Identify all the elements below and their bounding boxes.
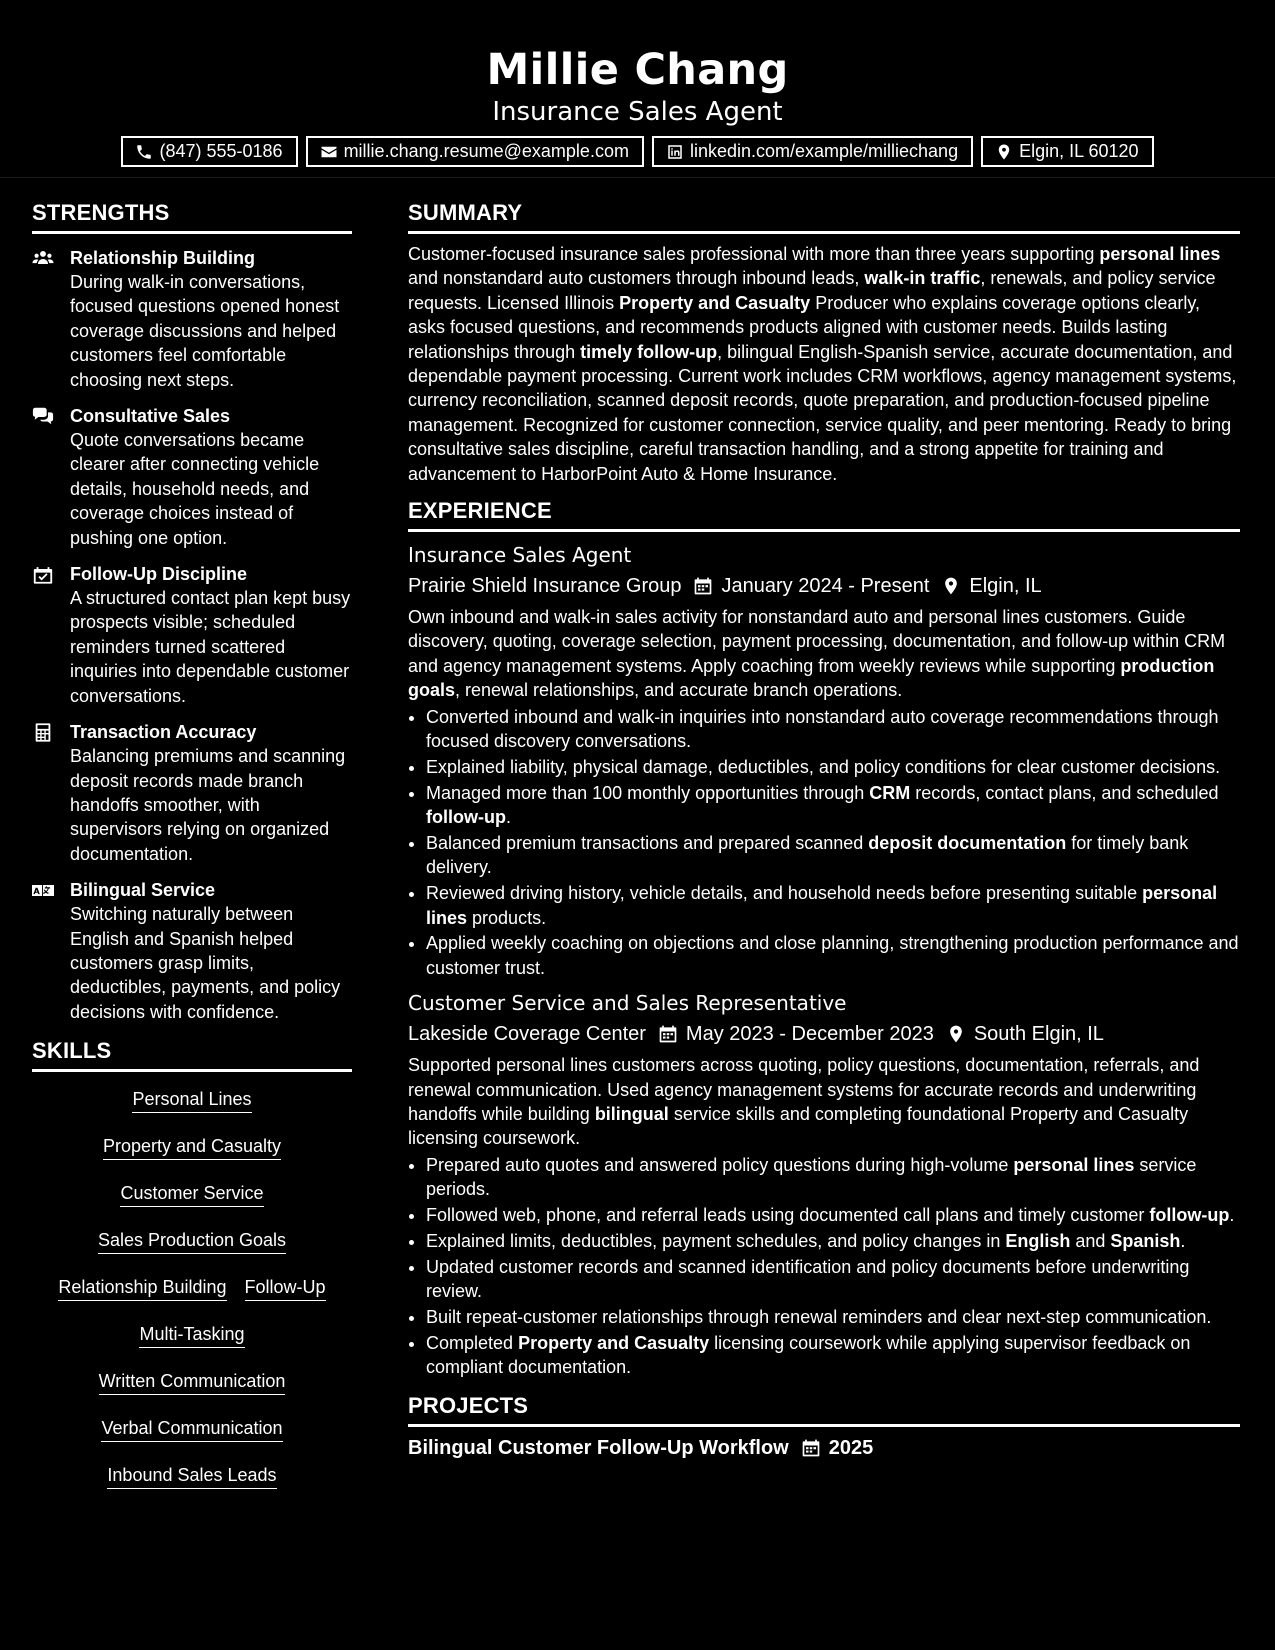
job-entry [408,989,1240,1379]
calendar-icon [801,1438,821,1458]
contact-bar [0,136,1275,167]
bullet-item: • Reviewed driving history, vehicle details, and household needs before presenting suitable personal lines products. [426,881,1240,930]
summary-heading: SUMMARY [408,198,1240,234]
map-pin-icon [995,143,1013,161]
strength-item [32,246,352,392]
bullet-item: • Completed Property and Casualty licensing coursework while applying supervisor feedback on compliant documentation. [426,1331,1240,1380]
project-title: Bilingual Customer Follow-Up Workflow [408,1437,789,1460]
phone-icon [135,143,153,161]
linkedin-icon [666,143,684,161]
strength-item [32,562,352,708]
strength-title: Consultative Sales [70,406,231,427]
job-bullets [408,705,1240,980]
map-pin-icon [946,1024,966,1044]
strength-title: Transaction Accuracy [70,722,257,743]
contact-location[interactable] [981,136,1153,167]
strength-item [32,878,352,1024]
skill-tag: Multi-Tasking [139,1322,244,1348]
skill-tag: Sales Production Goals [98,1228,286,1254]
envelope-icon [320,143,338,161]
strength-text: A structured contact plan kept busy prospects visible; scheduled reminders turned scattered inquiries into dependable customer conversations. [70,588,351,706]
job-description: Supported personal lines customers across quoting, policy questions, documentation, referrals, and renewal communication. Used agency management systems for accurate records and underwriting handoffs while building bilingual service skills and completing foundational Property and Casualty licensing coursework. [408,1055,1200,1149]
strengths-heading: STRENGTHS [32,198,352,234]
resume-header [0,0,1275,178]
experience-heading: EXPERIENCE [408,496,1240,532]
strength-item [32,720,352,866]
bullet-item: • Converted inbound and walk-in inquiries into nonstandard auto coverage recommendations through focused discovery conversations. [426,705,1240,754]
job-company: Prairie Shield Insurance Group [408,575,682,598]
users-icon [32,249,54,268]
bullet-item: • Explained limits, deductibles, payment schedules, and policy changes in English and Spanish. [426,1229,1240,1253]
strength-text: Quote conversations became clearer after connecting vehicle details, household needs, and coverage choices instead of pushing one option. [70,430,320,548]
skill-tag: Property and Casualty [103,1134,281,1160]
contact-email[interactable] [306,136,644,167]
bullet-item: • Followed web, phone, and referral leads using documented call plans and timely customer follow-up. [426,1203,1240,1227]
skills-list [32,1082,352,1505]
bullet-item: • Prepared auto quotes and answered policy questions during high-volume personal lines service periods. [426,1153,1240,1202]
job-meta [408,571,1240,601]
contact-email-text: millie.chang.resume@example.com [343,141,629,161]
projects-heading: PROJECTS [408,1391,1240,1427]
strength-item [32,404,352,550]
skill-tag: Personal Lines [132,1087,251,1113]
strengths-list [32,246,352,1024]
skill-tag: Written Communication [99,1369,286,1395]
candidate-name: Millie Chang [486,45,789,95]
skill-tag: Follow-Up [245,1275,326,1301]
job-entry [408,541,1240,980]
bullet-item: • Balanced premium transactions and prepared scanned deposit documentation for timely bank delivery. [426,831,1240,880]
job-meta [408,1019,1240,1049]
strength-text: During walk-in conversations, focused questions opened honest coverage discussions and helped customers feel comfortable choosing next steps. [70,272,340,390]
calculator-icon [32,723,54,742]
job-location: Elgin, IL [969,575,1042,598]
bullet-item: • Applied weekly coaching on objections and close planning, strengthening production performance and customer trust. [426,931,1240,980]
contact-linkedin[interactable] [652,136,973,167]
job-description: Own inbound and walk-in sales activity for nonstandard auto and personal lines customers. Guide discovery, quoting, coverage selection, payment processing, documentation, and follow-up within CRM and agency management systems. Apply coaching from weekly reviews while supporting production goals, renewal relationships, and accurate branch operations. [408,607,1226,701]
main-content [408,198,1240,1463]
bullet-item: • Updated customer records and scanned identification and policy documents before underwriting review. [426,1255,1240,1304]
strength-text: Switching naturally between English and Spanish helped customers grasp limits, deductibles, payments, and policy decisions with confidence. [70,904,341,1022]
job-company: Lakeside Coverage Center [408,1023,646,1046]
project-year: 2025 [828,1437,874,1460]
bullet-item: • Built repeat-customer relationships through renewal reminders and clear next-step communication. [426,1305,1240,1329]
job-bullets [408,1153,1240,1380]
bullet-item: • Managed more than 100 monthly opportunities through CRM records, contact plans, and scheduled follow-up. [426,781,1240,830]
skill-tag: Inbound Sales Leads [107,1463,276,1489]
strength-title: Bilingual Service [70,880,216,901]
sidebar [32,198,352,1505]
strength-title: Follow-Up Discipline [70,564,248,585]
bullet-item: • Explained liability, physical damage, deductibles, and policy conditions for clear customer decisions. [426,755,1240,779]
job-title: Customer Service and Sales Representative [408,991,847,1016]
job-title: Insurance Sales Agent [408,543,632,568]
language-icon [32,881,54,900]
job-dates: May 2023 - December 2023 [685,1023,934,1046]
contact-phone[interactable] [121,136,297,167]
map-pin-icon [941,576,961,596]
contact-linkedin-text: linkedin.com/example/milliechang [689,141,959,161]
candidate-title: Insurance Sales Agent [492,97,783,127]
job-dates: January 2024 - Present [721,575,930,598]
skills-heading: SKILLS [32,1036,352,1072]
contact-phone-text: (847) 555-0186 [159,141,283,161]
project-entry [408,1433,1240,1463]
skill-tag: Relationship Building [58,1275,226,1301]
strength-text: Balancing premiums and scanning deposit records made branch handoffs smoother, with supervisors relying on organized documentation. [70,746,346,864]
calendar-icon [658,1024,678,1044]
calendar-icon [693,576,713,596]
job-location: South Elgin, IL [973,1023,1104,1046]
strength-title: Relationship Building [70,248,255,268]
contact-location-text: Elgin, IL 60120 [1019,141,1139,161]
skill-tag: Verbal Communication [101,1416,282,1442]
calendar-check-icon [32,565,54,584]
chat-bubbles-icon [32,407,54,426]
summary-text: Customer-focused insurance sales professional with more than three years supporting personal lines and nonstandard auto customers through inbound leads, walk-in traffic, renewals, and policy service requests. Licensed Illinois Property and Casualty Producer who explains coverage options clearly, asks focused questions, and recommends products aligned with customer needs. Builds lasting relationships through timely follow-up, bilingual English-Spanish service, accurate documentation, and dependable payment processing. Current work includes CRM workflows, agency management systems, currency reconciliation, scanned deposit records, quote preparation, and production-focused pipeline management. Recognized for customer connection, service quality, and peer mentoring. Ready to bring consultative sales discipline, careful transaction handling, and a strong appetite for training and advancement to HarborPoint Auto & Home Insurance. [408,244,1237,484]
skill-tag: Customer Service [120,1181,263,1207]
